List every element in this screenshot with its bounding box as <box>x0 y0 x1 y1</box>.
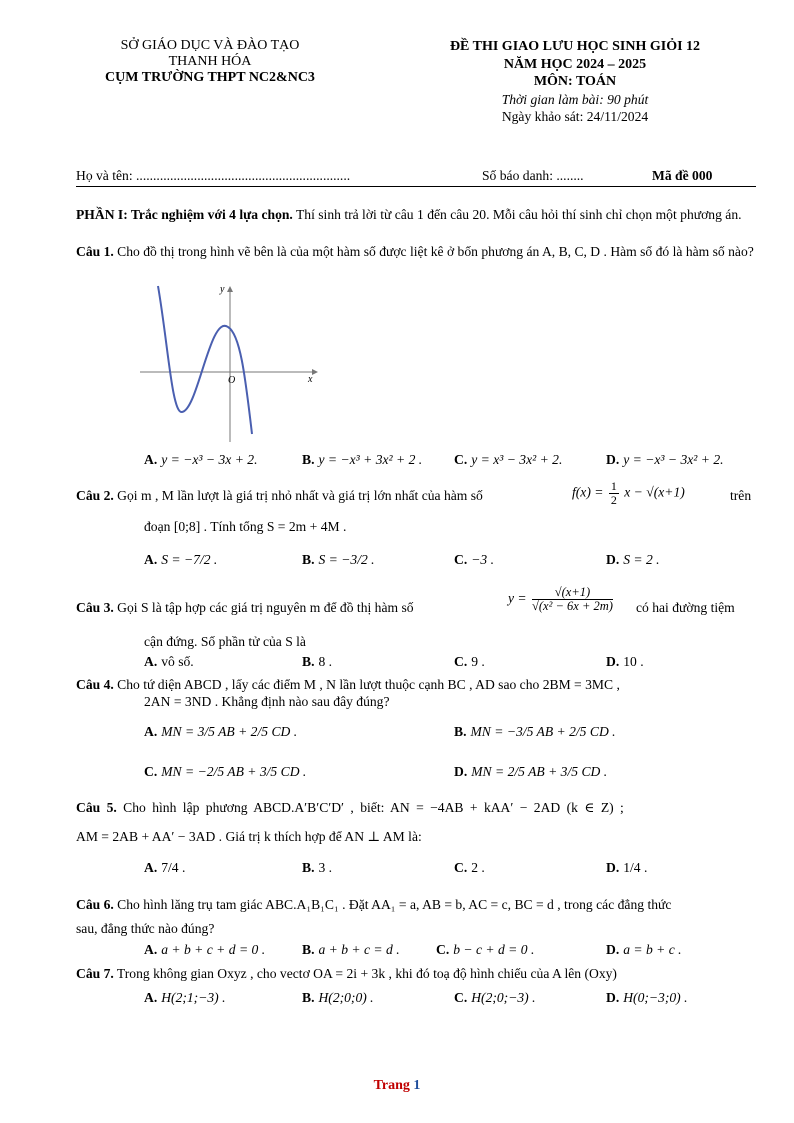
q6-option-b[interactable]: B. a + b + c = d . <box>302 942 400 957</box>
q6-b-text: a + b + c = d . <box>318 942 400 957</box>
subject: MÔN: TOÁN <box>533 74 617 89</box>
q3-option-b[interactable]: B. 8 . <box>302 654 333 669</box>
q1-graph <box>140 284 320 442</box>
q1-option-d[interactable]: D. y = −x³ − 3x² + 2. <box>606 452 724 467</box>
q6-a-text: a + b + c + d = 0 . <box>161 942 266 957</box>
q1-a-text: y = −x³ − 3x + 2. <box>161 452 258 467</box>
q3-denominator: √(x² − 6x + 2m) <box>532 599 613 613</box>
q2-a-text: S = −7/2 . <box>161 552 218 567</box>
header-left <box>80 38 340 86</box>
q5-c-text: 2 . <box>471 860 485 875</box>
q5-a-text: 7/4 . <box>161 860 186 875</box>
page-word: Trang <box>373 1078 410 1093</box>
q2-d-text: S = 2 . <box>623 552 660 567</box>
q1-d-text: y = −x³ − 3x² + 2. <box>623 452 724 467</box>
q2-label: Câu 2. <box>76 488 114 503</box>
part1-title: PHẦN I: Trắc nghiệm với 4 lựa chọn. <box>76 207 293 222</box>
q2-function <box>572 480 685 507</box>
q4-option-b[interactable]: B. MN = −3/5 AB + 2/5 CD . <box>454 724 616 739</box>
school-year: NĂM HỌC 2024 – 2025 <box>503 56 647 72</box>
q3-a-text: vô số. <box>161 654 194 669</box>
q2-func-rest: x − √(x+1) <box>624 484 685 500</box>
q6-option-c[interactable]: C. b − c + d = 0 . <box>436 942 535 957</box>
q5-text1: Cho hình lập phương ABCD.A′B′C′D′ , biết: AN = −4AB + kAA′ − 2AD (k ∈ Z) ; <box>116 800 624 815</box>
q7-text: Trong không gian Oxyz , cho vectơ OA = 2i + 3k , khi đó toạ độ hình chiếu của A lên (Oxy) <box>113 966 617 981</box>
q7-label: Câu 7. <box>76 966 114 981</box>
q2-option-a[interactable]: A. S = −7/2 . <box>144 552 218 567</box>
q6-d-text: a = b + c . <box>623 942 682 957</box>
q7-b-text: H(2;0;0) . <box>318 990 374 1005</box>
q1-c-text: y = x³ − 3x² + 2. <box>471 452 563 467</box>
question-3 <box>76 600 414 616</box>
divider <box>76 186 756 187</box>
question-1 <box>76 243 756 261</box>
graph-curve <box>158 286 252 434</box>
q7-option-d[interactable]: D. H(0;−3;0) . <box>606 990 688 1005</box>
q4-text1: Cho tứ diện ABCD , lấy các điểm M , N lần lượt thuộc cạnh BC , AD sao cho 2BM = 3MC , <box>113 677 620 692</box>
q1-text: Cho đồ thị trong hình vẽ bên là của một hàm số được liệt kê ở bốn phương án A, B, C, D . Hàm số đó là hàm số nào? <box>113 244 754 259</box>
question-7 <box>76 966 617 982</box>
time-limit: Thời gian làm bài: 90 phút <box>501 91 649 107</box>
q1-option-c[interactable]: C. y = x³ − 3x² + 2. <box>454 452 563 467</box>
q2-text3: đoạn [0;8] . Tính tổng S = 2m + 4M . <box>144 519 347 534</box>
q7-a-text: H(2;1;−3) . <box>161 990 226 1005</box>
q7-d-text: H(0;−3;0) . <box>623 990 688 1005</box>
school-cluster: CỤM TRƯỜNG THPT NC2&NC3 <box>105 70 315 85</box>
q3-text3: cận đứng. Số phần tử của S là <box>144 634 306 649</box>
q2-text2: trên <box>730 488 752 503</box>
question-6 <box>76 896 756 914</box>
q1-b-text: y = −x³ + 3x² + 2 . <box>318 452 423 467</box>
q3-text2: có hai đường tiệm <box>636 600 735 615</box>
q3-option-d[interactable]: D. 10 . <box>606 654 644 669</box>
q2-func-lhs: f(x) = <box>572 484 604 500</box>
exam-date: Ngày khảo sát: 24/11/2024 <box>501 109 649 124</box>
q6-option-d[interactable]: D. a = b + c . <box>606 942 682 957</box>
q7-option-c[interactable]: C. H(2;0;−3) . <box>454 990 536 1005</box>
q5-b-text: 3 . <box>318 860 333 875</box>
part1-instruction: Thí sinh trả lời từ câu 1 đến câu 20. Mỗi câu hỏi thí sinh chỉ chọn một phương án. <box>292 207 742 222</box>
q4-option-d[interactable]: D. MN = 2/5 AB + 3/5 CD . <box>454 764 608 779</box>
q7-option-a[interactable]: A. H(2;1;−3) . <box>144 990 226 1005</box>
x-axis-arrow <box>312 369 318 375</box>
q5-option-d[interactable]: D. 1/4 . <box>606 860 648 875</box>
q3-label: Câu 3. <box>76 600 114 615</box>
province-name: THANH HÓA <box>168 54 252 69</box>
x-label: x <box>308 374 313 385</box>
q2-half: $\frac{1}{2}$ <box>610 479 617 507</box>
q6-c-text: b − c + d = 0 . <box>453 942 535 957</box>
q4-a-text: MN = 3/5 AB + 2/5 CD . <box>161 724 298 739</box>
question-5 <box>76 800 624 816</box>
question-2 <box>76 488 483 504</box>
q3-numerator: √(x+1) <box>532 586 613 600</box>
name-field: Họ và tên: ............................................................... <box>76 168 351 183</box>
q2-option-c[interactable]: C. −3 . <box>454 552 494 567</box>
dept-name: SỞ GIÁO DỤC VÀ ĐÀO TẠO <box>120 38 300 53</box>
q3-b-text: 8 . <box>318 654 333 669</box>
q6-text1: Cho hình lăng trụ tam giác ABC.A₁B₁C₁ . Đặt AA₁ = a, AB = b, AC = c, BC = d , trong các đẳng thức <box>113 897 672 912</box>
q6-option-a[interactable]: A. a + b + c + d = 0 . <box>144 942 266 957</box>
q4-option-c[interactable]: C. MN = −2/5 AB + 3/5 CD . <box>144 764 307 779</box>
q2-option-b[interactable]: B. S = −3/2 . <box>302 552 375 567</box>
q3-c-text: 9 . <box>471 654 485 669</box>
header-right <box>410 38 740 126</box>
q2-text1: Gọi m , M lần lượt là giá trị nhỏ nhất và giá trị lớn nhất của hàm số <box>113 488 483 503</box>
q5-option-c[interactable]: C. 2 . <box>454 860 485 875</box>
q4-b-text: MN = −3/5 AB + 2/5 CD . <box>470 724 616 739</box>
q3-frac <box>532 586 613 613</box>
page-digit: 1 <box>413 1078 421 1093</box>
q4-option-a[interactable]: A. MN = 3/5 AB + 2/5 CD . <box>144 724 298 739</box>
q3-text1: Gọi S là tập hợp các giá trị nguyên m để đồ thị hàm số <box>113 600 414 615</box>
q4-label: Câu 4. <box>76 677 114 692</box>
q2-b-text: S = −3/2 . <box>318 552 375 567</box>
q1-option-b[interactable]: B. y = −x³ + 3x² + 2 . <box>302 452 423 467</box>
q5-label: Câu 5. <box>76 800 117 815</box>
q3-d-text: 10 . <box>623 654 644 669</box>
q4-text2: 2AN = 3ND . Khẳng định nào sau đây đúng? <box>144 694 390 709</box>
page-number <box>0 1078 794 1094</box>
q5-d-text: 1/4 . <box>623 860 648 875</box>
q2-option-d[interactable]: D. S = 2 . <box>606 552 660 567</box>
part1-heading <box>76 206 756 224</box>
q3-function: y = $\frac{√(x+1)}{\text{√(x² − 6x + 2m)}}$ <box>508 585 613 613</box>
q7-option-b[interactable]: B. H(2;0;0) . <box>302 990 374 1005</box>
y-label: y <box>220 284 225 295</box>
exam-title: ĐỀ THI GIAO LƯU HỌC SINH GIỎI 12 <box>449 39 701 54</box>
q7-c-text: H(2;0;−3) . <box>471 990 536 1005</box>
exam-code: Mã đề 000 <box>652 168 713 183</box>
q4-d-text: MN = 2/5 AB + 3/5 CD . <box>471 764 608 779</box>
q3-option-c[interactable]: C. 9 . <box>454 654 485 669</box>
q5-text2: AM = 2AB + AA′ − 3AD . Giá trị k thích hợp để AN ⊥ AM là: <box>76 829 422 844</box>
q5-option-b[interactable]: B. 3 . <box>302 860 333 875</box>
student-id-field: Số báo danh: ........ <box>482 168 584 183</box>
q1-label: Câu 1. <box>76 244 114 259</box>
q2-c-text: −3 . <box>471 552 494 567</box>
q3-option-a[interactable]: A. vô số. <box>144 654 194 669</box>
y-axis-arrow <box>227 286 233 292</box>
q4-c-text: MN = −2/5 AB + 3/5 CD . <box>161 764 307 779</box>
origin-label: O <box>228 375 236 386</box>
q6-text2: sau, đẳng thức nào đúng? <box>76 921 215 936</box>
q1-option-a[interactable]: A. y = −x³ − 3x + 2. <box>144 452 258 467</box>
q6-label: Câu 6. <box>76 897 114 912</box>
q5-option-a[interactable]: A. 7/4 . <box>144 860 186 875</box>
question-4 <box>76 676 756 694</box>
